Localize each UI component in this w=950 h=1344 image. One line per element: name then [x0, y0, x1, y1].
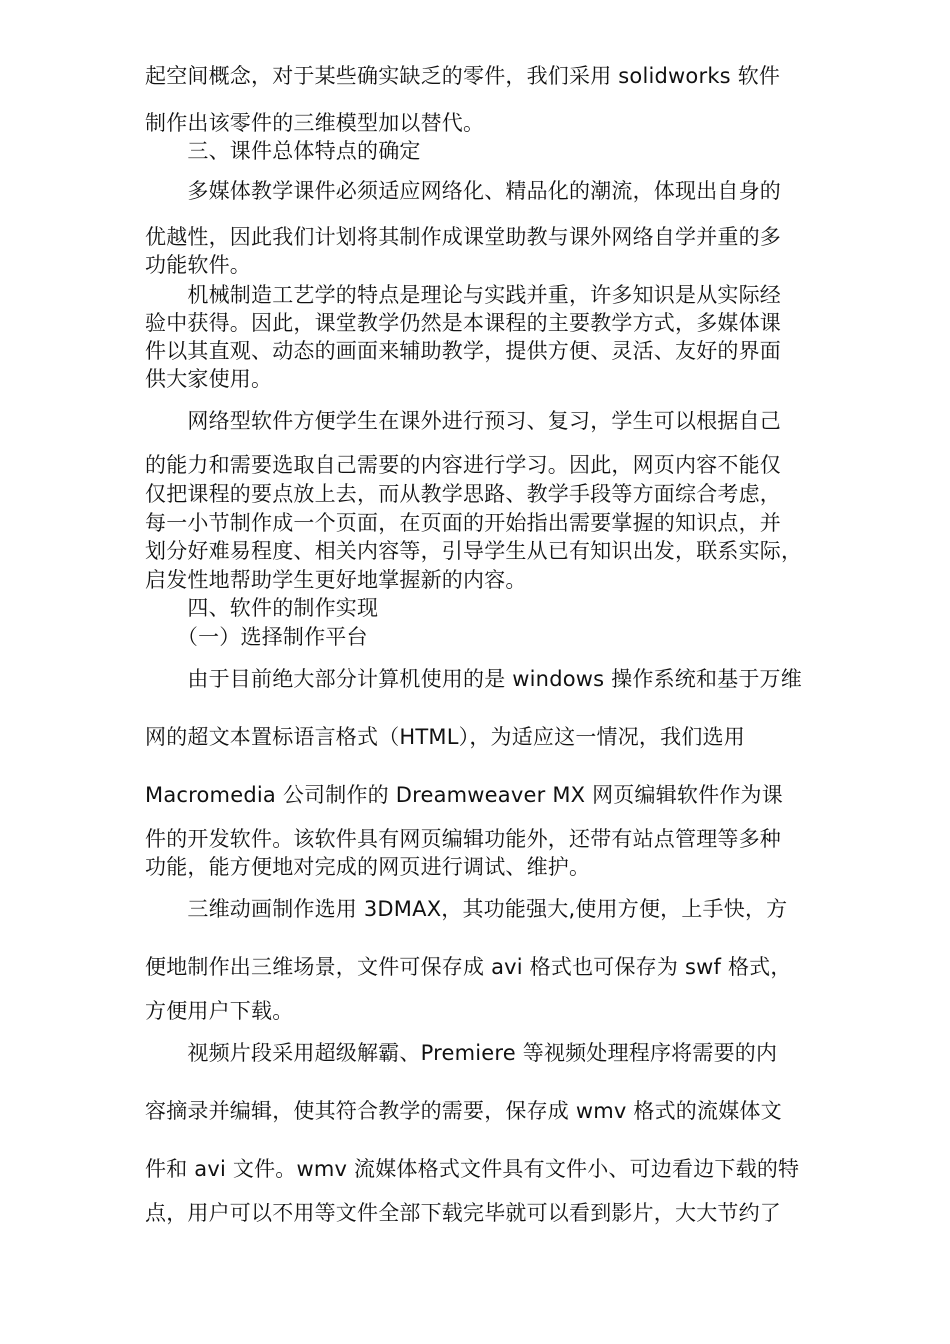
text-line-28: 容摘录并编辑，使其符合教学的需要，保存成 wmv 格式的流媒体文 — [145, 1099, 782, 1123]
text-line-11: 网络型软件方便学生在课外进行预习、复习，学生可以根据自己 — [145, 409, 781, 433]
text-line-4: 多媒体教学课件必须适应网络化、精品化的潮流，体现出自身的 — [145, 179, 781, 203]
subsection-heading-18: （一）选择制作平台 — [145, 625, 368, 649]
text-line-20: 网的超文本置标语言格式（HTML），为适应这一情况，我们选用 — [145, 725, 745, 749]
section-heading-3: 三、课件总体特点的确定 — [145, 139, 421, 163]
text-line-1: 起空间概念，对于某些确实缺乏的零件，我们采用 solidworks 软件 — [145, 64, 781, 88]
text-line-6: 功能软件。 — [145, 253, 251, 277]
section-heading-17: 四、软件的制作实现 — [145, 596, 379, 620]
text-line-19: 由于目前绝大部分计算机使用的是 windows 操作系统和基于万维 — [145, 667, 802, 691]
text-line-21: Macromedia 公司制作的 Dreamweaver MX 网页编辑软件作为课 — [145, 783, 783, 807]
text-line-16: 启发性地帮助学生更好地掌握新的内容。 — [145, 568, 527, 592]
text-line-7: 机械制造工艺学的特点是理论与实践并重，许多知识是从实际经 — [145, 283, 781, 307]
text-line-9: 件以其直观、动态的画面来辅助教学，提供方便、灵活、友好的界面 — [145, 339, 781, 363]
text-line-23: 功能，能方便地对完成的网页进行调试、维护。 — [145, 855, 591, 879]
text-line-30: 点，用户可以不用等文件全部下载完毕就可以看到影片，大大节约了 — [145, 1201, 781, 1225]
text-line-2: 制作出该零件的三维模型加以替代。 — [145, 111, 485, 135]
text-line-24: 三维动画制作选用 3DMAX，其功能强大,使用方便，上手快，方 — [145, 897, 788, 921]
text-line-10: 供大家使用。 — [145, 367, 273, 391]
text-line-13: 仅把课程的要点放上去，而从教学思路、教学手段等方面综合考虑， — [145, 482, 781, 506]
text-line-5: 优越性，因此我们计划将其制作成课堂助教与课外网络自学并重的多 — [145, 225, 781, 249]
text-line-22: 件的开发软件。该软件具有网页编辑功能外，还带有站点管理等多种 — [145, 827, 781, 851]
text-line-26: 方便用户下载。 — [145, 999, 294, 1023]
text-line-14: 每一小节制作成一个页面，在页面的开始指出需要掌握的知识点，并 — [145, 511, 781, 535]
text-line-8: 验中获得。因此，课堂教学仍然是本课程的主要教学方式，多媒体课 — [145, 311, 781, 335]
text-line-12: 的能力和需要选取自己需要的内容进行学习。因此，网页内容不能仅 — [145, 453, 781, 477]
text-line-27: 视频片段采用超级解霸、Premiere 等视频处理程序将需要的内 — [145, 1041, 778, 1065]
text-line-15: 划分好难易程度、相关内容等，引导学生从已有知识出发，联系实际， — [145, 539, 803, 563]
text-line-29: 件和 avi 文件。wmv 流媒体格式文件具有文件小、可边看边下载的特 — [145, 1157, 800, 1181]
text-line-25: 便地制作出三维场景，文件可保存成 avi 格式也可保存为 swf 格式， — [145, 955, 792, 979]
